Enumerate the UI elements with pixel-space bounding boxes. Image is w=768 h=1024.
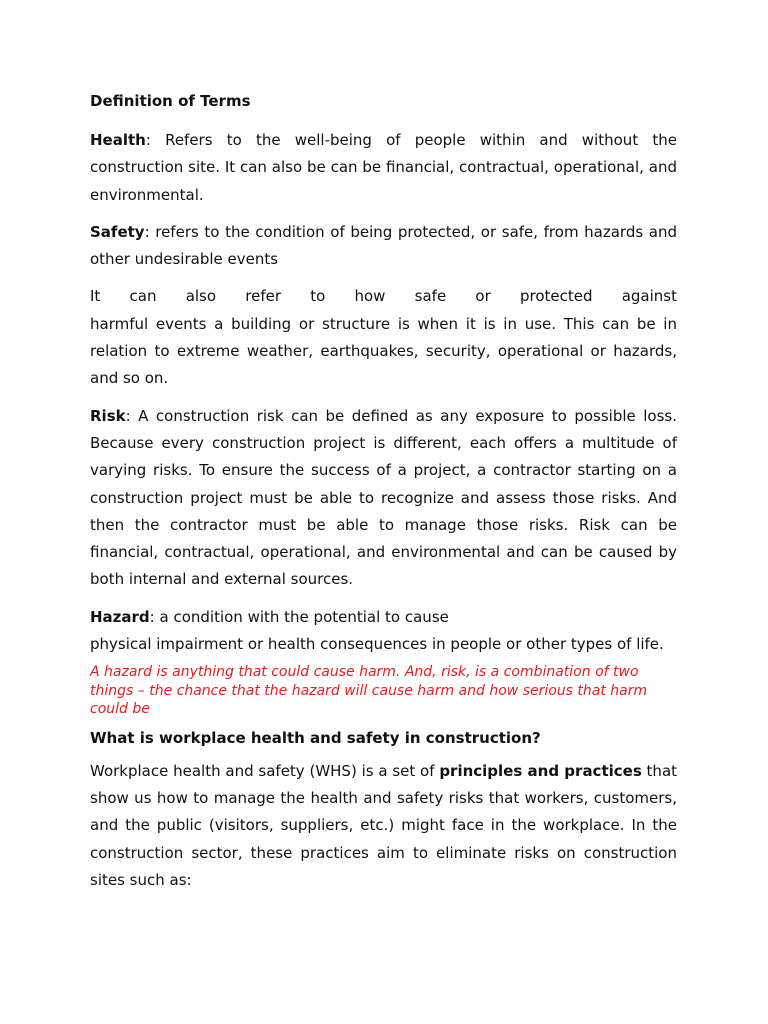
hazard-definition-line1: : a condition with the potential to cause xyxy=(149,607,449,626)
risk-paragraph xyxy=(90,403,677,594)
health-term: Health xyxy=(90,131,146,149)
safety-term: Safety xyxy=(90,222,145,241)
whs-rest: that show us how to manage the health and safety risks that workers, customers, and the public (visitors, suppliers, etc.) might face in the workplace. In the construction sector, these practices aim to eliminate risks on construction sites such as: xyxy=(90,761,678,890)
whs-intro: Workplace health and safety (WHS) is a set of xyxy=(90,761,440,780)
health-paragraph xyxy=(90,127,677,209)
hazard-paragraph xyxy=(90,604,677,659)
hazard-risk-note: A hazard is anything that could cause harm. And, risk, is a combination of two things – the chance that the hazard will cause harm and how serious that harm could be xyxy=(90,664,648,718)
hazard-term: Hazard xyxy=(90,607,150,626)
whs-heading: What is workplace health and safety in construction? xyxy=(90,728,541,747)
health-definition: : Refers to the well-being of people within and without the construction site. It can also be can be financial, contractual, operational, and environmental. xyxy=(90,131,677,204)
document-page xyxy=(90,90,677,904)
safety-definition: : refers to the condition of being protected, or safe, from hazards and other undesirable events xyxy=(90,222,677,269)
risk-definition: : A construction risk can be defined as any exposure to possible loss. Because every construction project is different, each offers a multitude of varying risks. To ensure the success of a project, a contractor starting on a construction project must be able to recognize and assess those risks. And then the contractor must be able to manage those risks. Risk can be financial, contractual, operational, and environmental and can be caused by both internal and external sources. xyxy=(90,406,677,589)
safety-refer-paragraph: harmful events a building or structure is when it is in use. This can be in relation to extreme weather, earthquakes, security, operational or hazards, and so on. xyxy=(90,314,677,388)
whs-paragraph xyxy=(90,758,677,894)
safety-refer-first-line: It can also refer to how safe or protected against xyxy=(90,287,677,306)
risk-term: Risk xyxy=(90,406,126,425)
page-title: Definition of Terms xyxy=(90,92,251,110)
whs-bold-phrase: principles and practices xyxy=(439,761,642,780)
safety-paragraph xyxy=(90,219,677,274)
hazard-definition-line2: physical impairment or health consequences in people or other types of life. xyxy=(90,635,664,654)
